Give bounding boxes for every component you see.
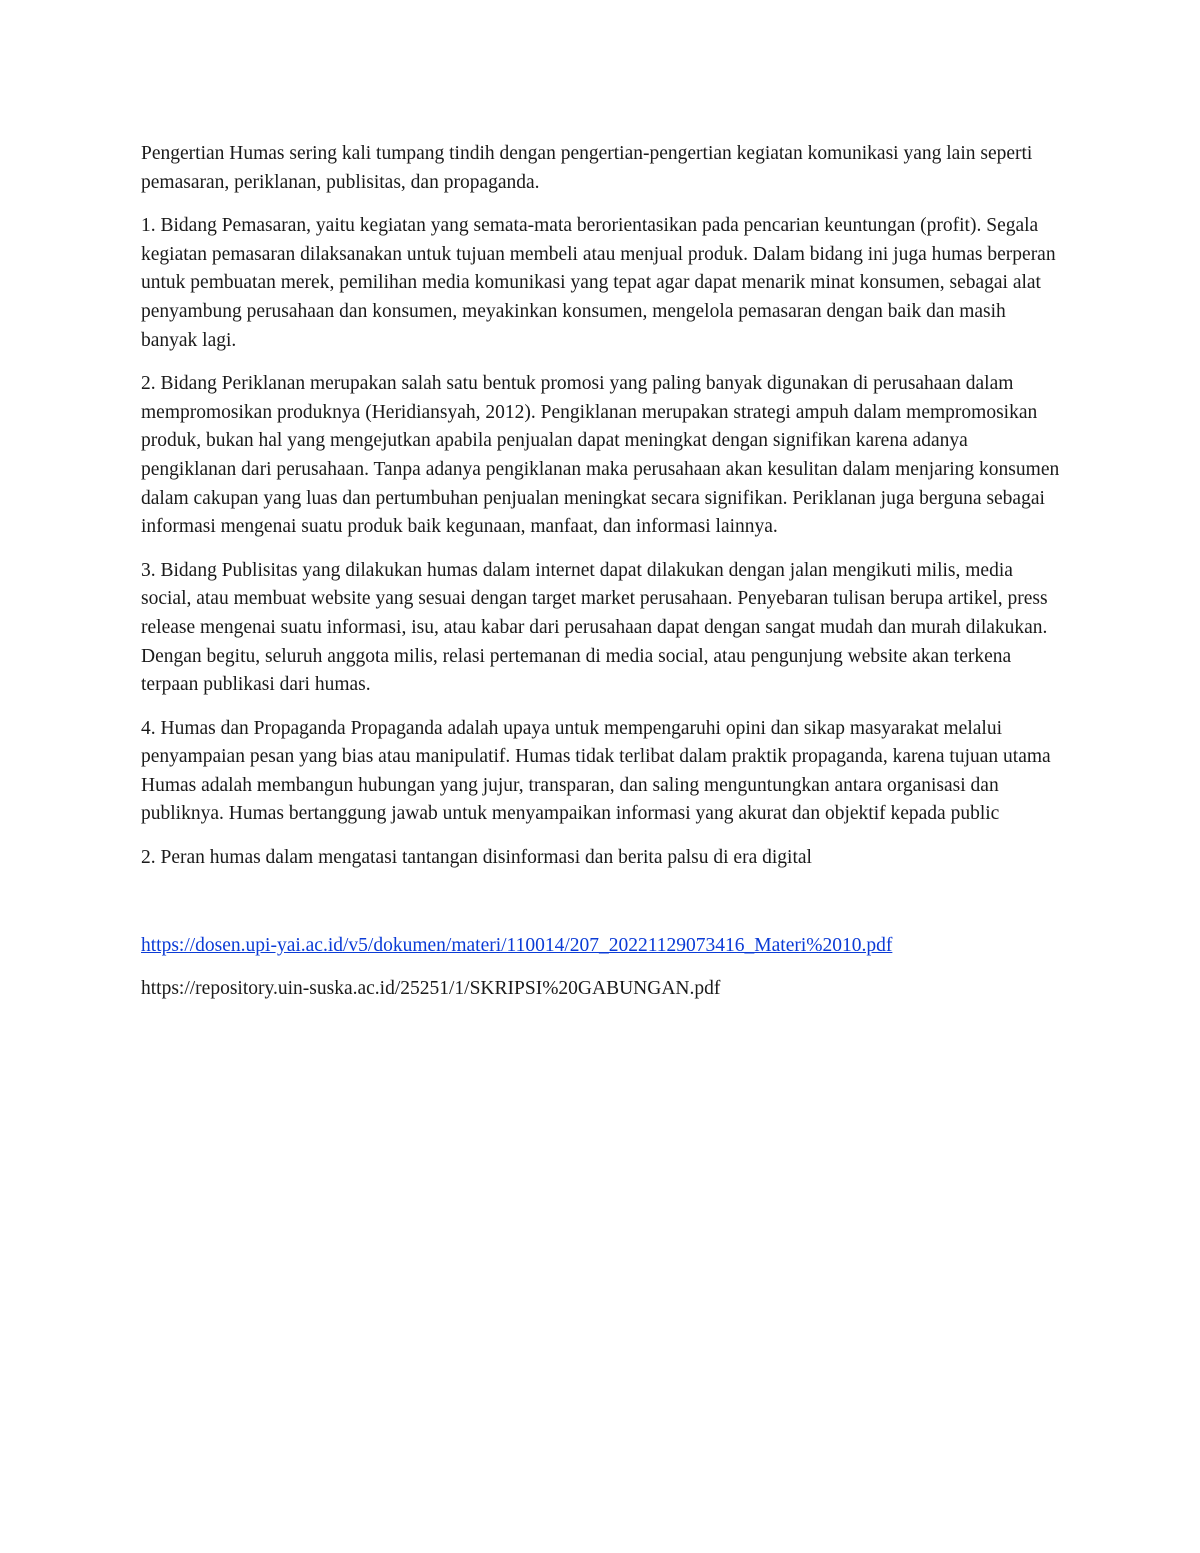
blank-line [141,888,1061,932]
reference-link-paragraph [141,932,1061,961]
paragraph-periklanan: 2. Bidang Periklanan merupakan salah satu bentuk promosi yang paling banyak digunakan di perusahaan dalam mempromosikan produknya (Heridiansyah, 2012). Pengiklanan merupakan strategi ampuh dalam mempromosikan produk, bukan hal yang mengejutkan apabila penjualan dapat meningkat dengan signifikan karena adanya pengiklanan dari perusahaan. Tanpa adanya pengiklanan maka perusahaan akan kesulitan dalam menjaring konsumen dalam cakupan yang luas dan pertumbuhan penjualan meningkat secara signifikan. Periklanan juga berguna sebagai informasi mengenai suatu produk baik kegunaan, manfaat, dan informasi lainnya. [141,373,1060,538]
paragraph-propaganda: 4. Humas dan Propaganda Propaganda adalah upaya untuk mempengaruhi opini dan sikap masyarakat melalui penyampaian pesan yang bias atau manipulatif. Humas tidak terlibat dalam praktik propaganda, karena tujuan utama Humas adalah membangun hubungan yang jujur, transparan, dan saling menguntungkan antara organisasi dan publiknya. Humas bertanggung jawab untuk menyampaikan informasi yang akurat dan objektif kepada public [141,717,1051,825]
reference-plain-paragraph [141,975,1061,1004]
paragraph-pemasaran: 1. Bidang Pemasaran, yaitu kegiatan yang semata-mata berorientasikan pada pencarian keuntungan (profit). Segala kegiatan pemasaran dilaksanakan untuk tujuan membeli atau menjual produk. Dalam bidang ini juga humas berperan untuk pembuatan merek, pemilihan media komunikasi yang tepat agar dapat menarik minat konsumen, sebagai alat penyambung perusahaan dan konsumen, meyakinkan konsumen, mengelola pemasaran dengan baik dan masih banyak lagi. [141,215,1056,351]
document-body [141,140,1061,1019]
question-heading: 2. Peran humas dalam mengatasi tantangan disinformasi dan berita palsu di era digital [141,847,812,869]
paragraph-publisitas: 3. Bidang Publisitas yang dilakukan humas dalam internet dapat dilakukan dengan jalan mengikuti milis, media social, atau membuat website yang sesuai dengan target market perusahaan. Penyebaran tulisan berupa artikel, press release mengenai suatu informasi, isu, atau kabar dari perusahaan dapat dengan sangat mudah dan murah dilakukan. Dengan begitu, seluruh anggota milis, relasi pertemanan di media social, atau pengunjung website akan terkena terpaan publikasi dari humas. [141,559,1048,696]
intro-paragraph: Pengertian Humas sering kali tumpang tindih dengan pengertian-pengertian kegiatan komunikasi yang lain seperti pemasaran, periklanan, publisitas, dan propaganda. [141,143,1033,193]
reference-url-text: https://repository.uin-suska.ac.id/25251/1/SKRIPSI%20GABUNGAN.pdf [141,978,721,1000]
reference-link[interactable]: https://dosen.upi-yai.ac.id/v5/dokumen/materi/110014/207_20221129073416_Materi%2010.pdf [141,934,893,956]
